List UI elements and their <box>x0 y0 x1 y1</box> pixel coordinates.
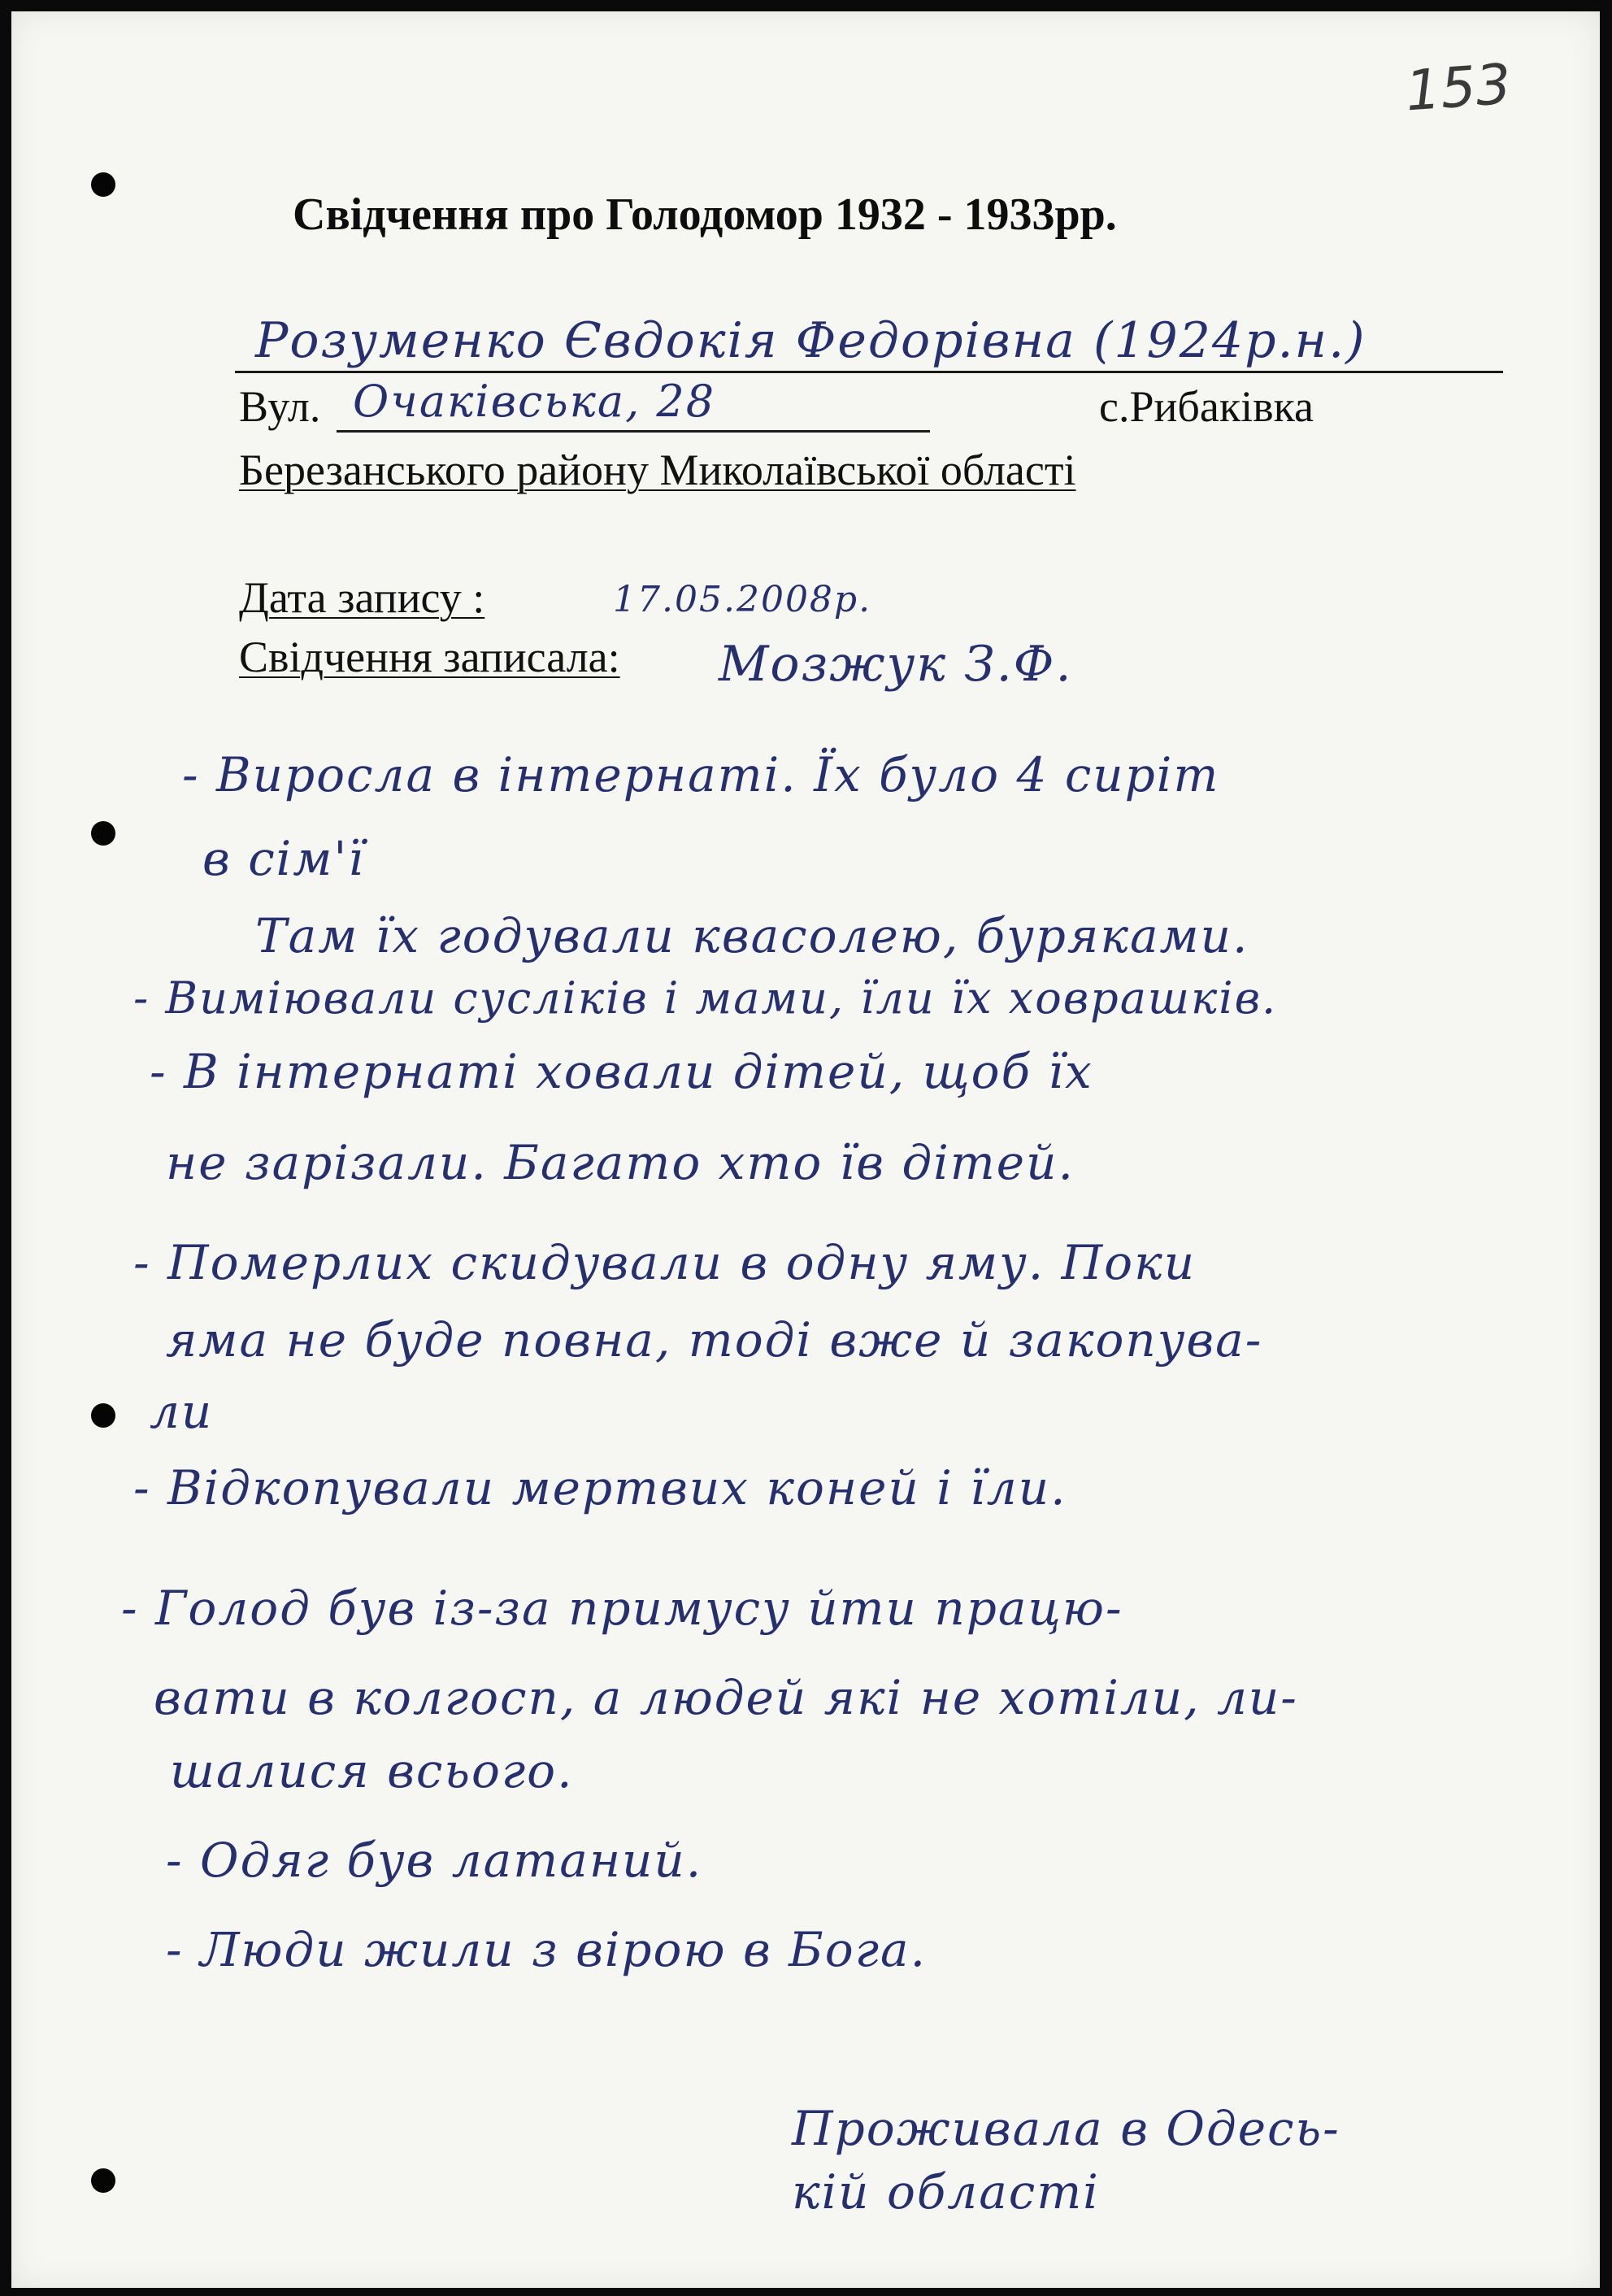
street-label: Вул. <box>239 382 321 431</box>
punch-hole <box>91 172 115 197</box>
punch-hole <box>91 1403 115 1428</box>
document-title: Свідчення про Голодомор 1932 - 1933рр. <box>293 189 1117 240</box>
testimony-line: - Виросла в інтернаті. Їх було 4 сиріт <box>182 747 1220 802</box>
testimony-line: Там їх годували квасолею, буряками. <box>255 908 1249 963</box>
recorder-value: Мозжук З.Ф. <box>719 636 1073 693</box>
village-name: с.Рибаківка <box>1099 382 1314 431</box>
testimony-line: - Померлих скидували в одну яму. Поки <box>133 1235 1197 1290</box>
closing-note-line: кій області <box>792 2164 1100 2220</box>
name-rule <box>235 371 1503 373</box>
punch-hole <box>91 2168 115 2193</box>
testimony-line: - Одяг був латаний. <box>166 1833 703 1888</box>
closing-note-line: Проживала в Одесь- <box>792 2101 1340 2156</box>
region-name: Березанського району Миколаївської області <box>239 446 1076 494</box>
testimony-line: в сім'ї <box>202 831 365 886</box>
testimony-line: вати в колгосп, а людей які не хотіли, ли- <box>154 1670 1298 1725</box>
testimony-line: яма не буде повна, тоді вже й закопува- <box>166 1312 1263 1368</box>
testimony-line: - В інтернаті ховали дітей, щоб їх <box>150 1044 1093 1099</box>
punch-hole <box>91 821 115 846</box>
testimony-line: - Голод був із-за примусу йти працю- <box>121 1581 1123 1636</box>
witness-name: Розуменко Євдокія Федорівна (1924р.н.) <box>255 312 1367 369</box>
record-date-label: Дата запису : <box>239 573 485 622</box>
testimony-line: ли <box>150 1384 214 1439</box>
page-number: 153 <box>1403 52 1514 124</box>
testimony-line: шалися всього. <box>170 1743 574 1798</box>
testimony-line: - Виміювали сусліків і мами, їли їх ховрашків. <box>133 972 1278 1024</box>
recorder-label: Свідчення записала: <box>239 633 620 681</box>
street-rule <box>337 430 930 433</box>
testimony-line: - Люди жили з вірою в Бога. <box>166 1922 928 1977</box>
record-date-value: 17.05.2008р. <box>613 579 872 620</box>
testimony-line: - Відкопували мертвих коней і їли. <box>133 1460 1067 1515</box>
testimony-line: не зарізали. Багато хто їв дітей. <box>166 1135 1075 1190</box>
street-value: Очаківська, 28 <box>353 376 716 427</box>
document-page <box>11 11 1600 2288</box>
